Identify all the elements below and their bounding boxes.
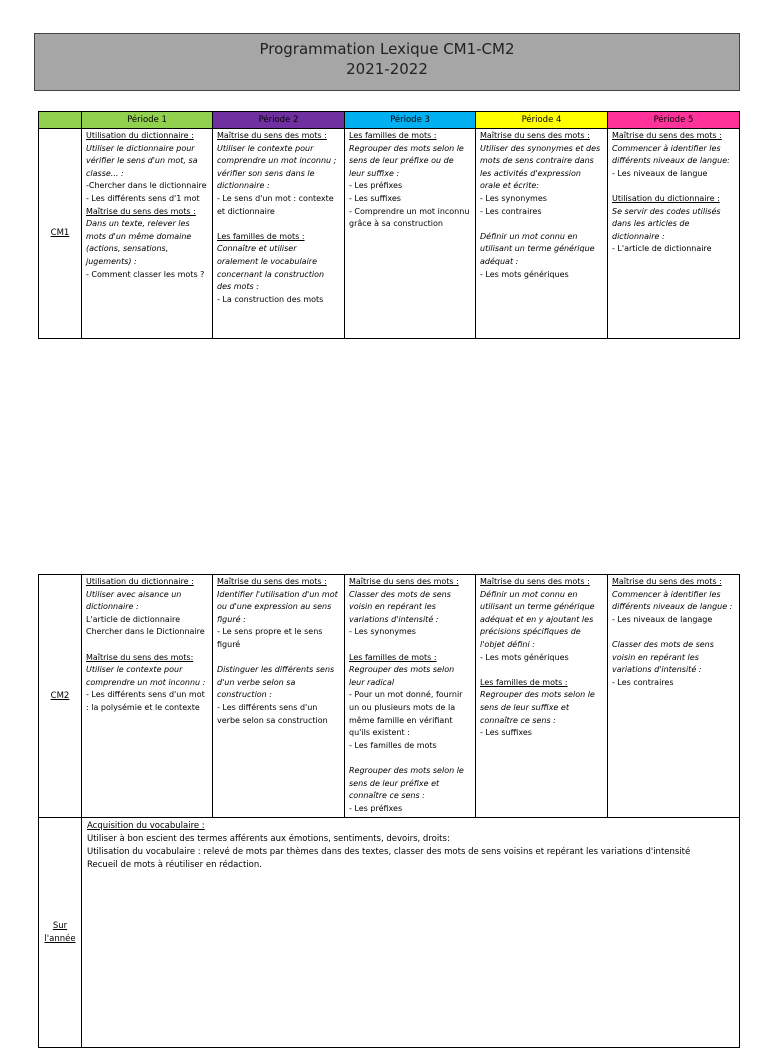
- objective-text: Définir un mot connu en utilisant un terme générique adéquat :: [480, 231, 595, 266]
- item-text: - Les suffixes: [349, 193, 401, 203]
- period-5-header: Période 5: [608, 112, 740, 129]
- cm1-period-1-cell: [82, 129, 213, 339]
- cm2-label: CM2: [39, 575, 82, 818]
- document-title-box: [34, 33, 740, 91]
- item-text: - Les contraires: [480, 206, 542, 216]
- objective-text: Utiliser le contexte pour comprendre un mot inconnu :: [86, 665, 206, 687]
- header-corner-cell: [39, 112, 82, 129]
- objective-text: Regrouper des mots selon le sens de leur préfixe et connaître ce sens :: [349, 765, 464, 801]
- section-heading: Les familles de mots :: [349, 131, 437, 140]
- document-title: Programmation Lexique CM1-CM2: [259, 40, 515, 58]
- item-text: - L'article de dictionnaire: [612, 244, 712, 254]
- section-heading: Maîtrise du sens des mots :: [217, 131, 327, 140]
- item-text: - Les suffixes: [480, 728, 532, 738]
- year-label: [39, 818, 82, 1048]
- section-heading: Les familles de mots :: [217, 231, 305, 241]
- section-heading: Les familles de mots :: [349, 652, 437, 662]
- item-text: - Les synonymes: [349, 627, 416, 637]
- cm2-table: [38, 574, 740, 1048]
- section-heading: Maîtrise du sens des mots :: [86, 206, 196, 216]
- item-text: - Les préfixes: [349, 803, 403, 813]
- objective-text: Regrouper des mots selon le sens de leur préfixe ou de leur suffixe :: [349, 143, 464, 178]
- cm2-row: [39, 575, 740, 818]
- objective-text: Utiliser le dictionnaire pour vérifier le sens d'un mot, sa classe... :: [86, 143, 198, 178]
- period-2-header: Période 2: [213, 112, 345, 129]
- item-text: -Chercher dans le dictionnaire: [86, 181, 207, 191]
- objective-text: Connaître et utiliser oralement le vocabulaire concernant la construction des mots :: [217, 244, 325, 292]
- cm1-label: CM1: [39, 129, 82, 339]
- section-heading: Utilisation du dictionnaire :: [86, 131, 194, 140]
- period-1-header: Période 1: [82, 112, 213, 129]
- year-text: Utilisation du vocabulaire : relevé de mots par thèmes dans des textes, classer des mots de sens voisins et repérant les variations d'intensité: [87, 847, 691, 857]
- objective-text: Regrouper des mots selon le sens de leur suffixe et connaître ce sens :: [480, 690, 595, 725]
- section-heading: Utilisation du dictionnaire :: [86, 577, 194, 586]
- item-text: - Les différents sens d'un mot : la polysémie et le contexte: [86, 690, 205, 712]
- objective-text: Se servir des codes utilisés dans les articles de dictionnaire :: [612, 206, 721, 241]
- item-text: - Les différents sens d'un verbe selon sa construction: [217, 702, 328, 725]
- item-text: Chercher dans le Dictionnaire: [86, 627, 205, 637]
- cm1-row: [39, 129, 740, 339]
- section-heading: Maîtrise du sens des mots :: [349, 577, 459, 586]
- section-heading: Les familles de mots :: [480, 677, 568, 687]
- item-text: - La construction des mots: [217, 294, 324, 304]
- objective-text: Classer des mots de sens voisin en repérant les variations d'intensité :: [349, 589, 451, 624]
- item-text: - Les préfixes: [349, 181, 403, 191]
- year-text: Utiliser à bon escient des termes afférents aux émotions, sentiments, devoirs, droits:: [87, 834, 450, 844]
- objective-text: Commencer à identifier les différents niveaux de langue :: [612, 589, 733, 612]
- objective-text: Identifier l'utilisation d'un mot ou d'une expression au sens figuré :: [217, 589, 338, 624]
- section-heading: Maîtrise du sens des mots :: [612, 131, 722, 140]
- objective-text: Définir un mot connu en utilisant un terme générique adéquat et en y ajoutant les précisions spécifiques de l'objet défini :: [480, 589, 595, 649]
- item-text: - Les niveaux de langage: [612, 614, 713, 624]
- objective-text: Classer des mots de sens voisin en repérant les variations d'intensité :: [612, 639, 714, 675]
- cm1-period-4-cell: [476, 129, 608, 339]
- objective-text: Utiliser avec aisance un dictionnaire :: [86, 589, 182, 612]
- item-text: - Le sens propre et le sens figuré: [217, 627, 323, 649]
- section-heading: Maîtrise du sens des mots:: [86, 652, 194, 662]
- item-text: - Les mots génériques: [480, 652, 569, 662]
- cm1-period-5-cell: [608, 129, 740, 339]
- year-label-line1: Sur: [52, 920, 68, 931]
- year-row: [39, 818, 740, 1048]
- objective-text: Utiliser le contexte pour comprendre un mot inconnu ; vérifier son sens dans le dictionnaire :: [217, 143, 337, 191]
- cm1-period-2-cell: [213, 129, 345, 339]
- cm2-period-5-cell: [608, 575, 740, 818]
- item-text: - Les niveaux de langue: [612, 168, 708, 178]
- cm1-period-3-cell: [345, 129, 476, 339]
- objective-text: Distinguer les différents sens d'un verbe selon sa construction :: [217, 665, 335, 700]
- document-year: 2021-2022: [346, 60, 428, 78]
- item-text: L'article de dictionnaire: [86, 614, 181, 624]
- item-text: - Comprendre un mot inconnu grâce à sa construction: [349, 206, 470, 229]
- cm1-table: [38, 111, 740, 339]
- section-heading: Utilisation du dictionnaire :: [612, 193, 720, 203]
- item-text: - Comment classer les mots ?: [86, 269, 205, 279]
- objective-text: Commencer à identifier les différents niveaux de langue:: [612, 143, 730, 166]
- cm2-period-3-cell: [345, 575, 476, 818]
- section-heading: Maîtrise du sens des mots :: [612, 577, 722, 586]
- section-heading: Acquisition du vocabulaire :: [87, 821, 205, 831]
- section-heading: Maîtrise du sens des mots :: [480, 131, 590, 140]
- period-4-header: Période 4: [476, 112, 608, 129]
- cm2-period-2-cell: [213, 575, 345, 818]
- objective-text: Regrouper des mots selon leur radical: [349, 665, 455, 687]
- period-header-row: [39, 112, 740, 129]
- year-text: Recueil de mots à réutiliser en rédaction.: [87, 860, 262, 870]
- item-text: - Pour un mot donné, fournir un ou plusieurs mots de la même famille en vérifiant qu'ils existent :: [349, 690, 463, 738]
- item-text: - Les contraires: [612, 677, 674, 687]
- objective-text: Utiliser des synonymes et des mots de sens contraire dans les activités d'expression orale et écrite:: [480, 143, 601, 191]
- period-3-header: Période 3: [345, 112, 476, 129]
- year-label-line2: l'année: [44, 933, 76, 944]
- section-heading: Maîtrise du sens des mots :: [217, 577, 327, 586]
- item-text: - Le sens d'un mot : contexte et dictionnaire: [217, 193, 334, 216]
- year-cell: [82, 818, 740, 1048]
- cm2-period-1-cell: [82, 575, 213, 818]
- objective-text: Dans un texte, relever les mots d'un même domaine (actions, sensations, jugements) :: [86, 219, 192, 266]
- section-heading: Maîtrise du sens des mots :: [480, 577, 590, 586]
- cm2-period-4-cell: [476, 575, 608, 818]
- item-text: - Les mots génériques: [480, 269, 569, 279]
- item-text: - Les familles de mots: [349, 740, 437, 750]
- item-text: - Les synonymes: [480, 193, 547, 203]
- item-text: - Les différents sens d'1 mot: [86, 193, 200, 203]
